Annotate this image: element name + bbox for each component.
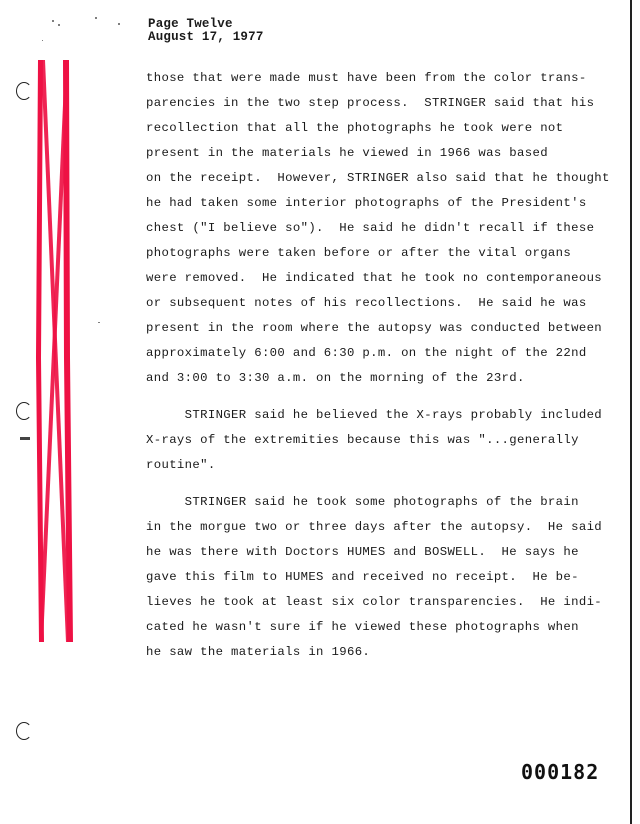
text-line: routine".	[146, 458, 216, 472]
scan-speck	[52, 20, 54, 22]
text-line: gave this film to HUMES and received no receipt. He be-	[146, 570, 579, 584]
scan-speck	[98, 322, 100, 323]
text-line: parencies in the two step process. STRINGER said that his	[146, 96, 595, 110]
text-line: he was there with Doctors HUMES and BOSWELL. He says he	[146, 545, 579, 559]
text-line: STRINGER said he took some photographs of the brain	[146, 495, 579, 509]
binder-hole-middle	[16, 402, 32, 420]
paragraph-gap	[146, 391, 606, 403]
page-label: Page Twelve	[148, 17, 233, 31]
text-line: present in the materials he viewed in 1966 was based	[146, 146, 548, 160]
binder-hole-top	[16, 82, 32, 100]
scan-speck	[95, 17, 97, 19]
text-line: were removed. He indicated that he took no contemporaneous	[146, 271, 603, 285]
binder-hole-bottom	[16, 722, 32, 740]
page-edge-line	[630, 0, 632, 824]
scan-speck	[42, 40, 43, 41]
document-body	[146, 66, 610, 665]
page-header	[148, 18, 264, 44]
scan-speck	[58, 24, 60, 26]
text-line: approximately 6:00 and 6:30 p.m. on the night of the 22nd	[146, 346, 587, 360]
paragraph	[146, 490, 606, 665]
text-line: present in the room where the autopsy was conducted between	[146, 321, 603, 335]
red-marker-x	[30, 58, 80, 644]
red-stroke-left	[36, 60, 44, 642]
text-line: in the morgue two or three days after the autopsy. He said	[146, 520, 603, 534]
scan-speck	[118, 23, 120, 25]
text-line: chest ("I believe so"). He said he didn't recall if these	[146, 221, 595, 235]
text-line: those that were made must have been from the color trans-	[146, 71, 587, 85]
paragraph-gap	[146, 478, 606, 490]
text-line: cated he wasn't sure if he viewed these photographs when	[146, 620, 579, 634]
document-stamp-number: 000182	[521, 760, 600, 784]
text-line: he had taken some interior photographs of the President's	[146, 196, 587, 210]
text-line: X-rays of the extremities because this was "...generally	[146, 433, 579, 447]
text-line: lieves he took at least six color transparencies. He indi-	[146, 595, 603, 609]
text-line: STRINGER said he believed the X-rays probably included	[146, 408, 603, 422]
text-line: and 3:00 to 3:30 a.m. on the morning of the 23rd.	[146, 371, 525, 385]
text-line: on the receipt. However, STRINGER also said that he thought	[146, 171, 610, 185]
text-line: he saw the materials in 1966.	[146, 645, 371, 659]
text-line: photographs were taken before or after the vital organs	[146, 246, 572, 260]
text-line: recollection that all the photographs he took were not	[146, 121, 564, 135]
paragraph	[146, 66, 610, 391]
page-date: August 17, 1977	[148, 30, 264, 44]
margin-mark	[20, 437, 30, 440]
text-line: or subsequent notes of his recollections. He said he was	[146, 296, 587, 310]
paragraph	[146, 403, 606, 478]
